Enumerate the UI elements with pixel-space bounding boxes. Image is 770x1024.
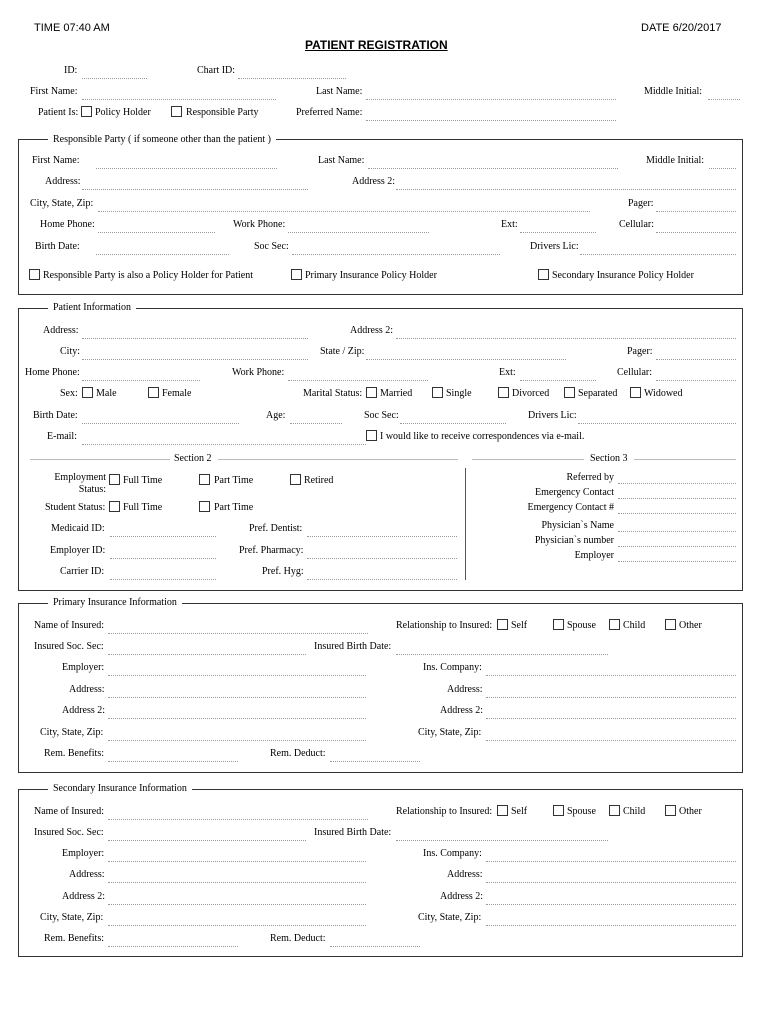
pt-state-zip-label: State / Zip: xyxy=(320,346,365,357)
pri-child-label: Child xyxy=(623,620,646,631)
pt-city-field[interactable] xyxy=(82,359,308,360)
sec-ins-address2-label: Address 2: xyxy=(440,891,484,902)
pt-widowed-checkbox[interactable] xyxy=(630,387,641,398)
physicians-number-label: Physician`s number xyxy=(534,535,614,546)
rp-secondary-label: Secondary Insurance Policy Holder xyxy=(552,270,694,281)
emp-full-time-label: Full Time xyxy=(123,475,163,486)
carrier-id-field[interactable] xyxy=(110,579,216,580)
sec-ins-address-label: Address: xyxy=(447,869,483,880)
rp-primary-label: Primary Insurance Policy Holder xyxy=(305,270,437,281)
chart-id-label: Chart ID: xyxy=(197,65,236,76)
rp-middle-initial-label: Middle Initial: xyxy=(646,155,705,166)
rp-first-name-field[interactable] xyxy=(96,168,277,169)
pt-sex-label: Sex: xyxy=(60,388,78,399)
sec-address-field[interactable] xyxy=(108,882,366,883)
pt-divorced-checkbox[interactable] xyxy=(498,387,509,398)
physicians-name-label: Physician`s Name xyxy=(541,520,614,531)
pt-cellular-label: Cellular: xyxy=(617,367,652,378)
pt-soc-sec-label: Soc Sec: xyxy=(364,410,399,421)
pri-other-label: Other xyxy=(679,620,702,631)
sec-rem-benefits-field[interactable] xyxy=(108,946,238,947)
stu-full-time-label: Full Time xyxy=(123,502,163,513)
sec-ins-address-field[interactable] xyxy=(486,882,736,883)
rp-drivers-lic-label: Drivers Lic: xyxy=(530,241,579,252)
section2-heading: Section 2 xyxy=(174,453,212,464)
pri-ins-city-state-zip-field[interactable] xyxy=(486,740,736,741)
middle-initial-field[interactable] xyxy=(708,99,740,100)
pri-address2-label: Address 2: xyxy=(62,705,106,716)
sec-self-checkbox[interactable] xyxy=(497,805,508,816)
emp-retired-label: Retired xyxy=(304,475,334,486)
first-name-field[interactable] xyxy=(82,99,276,100)
rp-cellular-field[interactable] xyxy=(656,232,736,233)
sec-rem-benefits-label: Rem. Benefits: xyxy=(44,933,104,944)
pri-ins-address2-field[interactable] xyxy=(486,718,736,719)
pri-ins-address-label: Address: xyxy=(447,684,483,695)
pri-ins-company-field[interactable] xyxy=(486,675,736,676)
responsible-party-legend: Responsible Party ( if someone other than the patient ) xyxy=(48,134,276,145)
s3-employer-field[interactable] xyxy=(618,561,736,562)
employer-id-field[interactable] xyxy=(110,558,216,559)
sec-ins-city-state-zip-field[interactable] xyxy=(486,925,736,926)
rp-address2-field[interactable] xyxy=(396,189,736,190)
pt-female-label: Female xyxy=(162,388,192,399)
pt-cellular-field[interactable] xyxy=(656,380,736,381)
last-name-label: Last Name: xyxy=(316,86,363,97)
preferred-name-field[interactable] xyxy=(366,120,616,121)
pri-name-of-insured-label: Name of Insured: xyxy=(34,620,104,631)
sec-ins-company-label: Ins. Company: xyxy=(423,848,482,859)
pt-state-zip-field[interactable] xyxy=(366,359,566,360)
section3-heading: Section 3 xyxy=(590,453,628,464)
last-name-field[interactable] xyxy=(366,99,616,100)
section-divider xyxy=(465,468,466,580)
pri-spouse-label: Spouse xyxy=(567,620,596,631)
rp-middle-initial-field[interactable] xyxy=(709,168,736,169)
pt-female-checkbox[interactable] xyxy=(148,387,159,398)
pt-email-field[interactable] xyxy=(82,444,366,445)
pt-marital-status-label: Marital Status: xyxy=(303,388,363,399)
responsible-party-label: Responsible Party xyxy=(186,107,259,118)
emergency-contact-field[interactable] xyxy=(618,498,736,499)
pri-ins-address-field[interactable] xyxy=(486,697,736,698)
rp-address2-label: Address 2: xyxy=(352,176,396,187)
sec-rem-deduct-label: Rem. Deduct: xyxy=(270,933,326,944)
pt-widowed-label: Widowed xyxy=(644,388,683,399)
secondary-insurance-legend: Secondary Insurance Information xyxy=(48,783,192,794)
pt-ext-label: Ext: xyxy=(499,367,516,378)
rp-soc-sec-label: Soc Sec: xyxy=(254,241,289,252)
rp-work-phone-label: Work Phone: xyxy=(233,219,286,230)
pt-address-label: Address: xyxy=(43,325,79,336)
pt-ext-field[interactable] xyxy=(520,380,596,381)
policy-holder-label: Policy Holder xyxy=(95,107,151,118)
sec-self-label: Self xyxy=(511,806,528,817)
stu-part-time-checkbox[interactable] xyxy=(199,501,210,512)
pt-male-checkbox[interactable] xyxy=(82,387,93,398)
physicians-name-field[interactable] xyxy=(618,531,736,532)
sec-address2-field[interactable] xyxy=(108,904,366,905)
pt-city-label: City: xyxy=(60,346,81,357)
physicians-number-field[interactable] xyxy=(618,546,736,547)
date-label: DATE 6/20/2017 xyxy=(641,22,722,34)
responsible-party-checkbox[interactable] xyxy=(171,106,182,117)
pt-email-label: E-mail: xyxy=(47,431,77,442)
sec-address-label: Address: xyxy=(69,869,105,880)
sec-ins-city-state-zip-label: City, State, Zip: xyxy=(418,912,482,923)
rp-pager-label: Pager: xyxy=(628,198,654,209)
pri-relationship-label: Relationship to Insured: xyxy=(396,620,493,631)
emp-part-time-label: Part Time xyxy=(214,475,254,486)
pri-insured-soc-sec-field[interactable] xyxy=(108,654,306,655)
rp-ext-label: Ext: xyxy=(501,219,518,230)
pri-employer-label: Employer: xyxy=(62,662,105,673)
pref-hyg-field[interactable] xyxy=(307,579,457,580)
pt-birth-date-label: Birth Date: xyxy=(33,410,78,421)
pri-rem-deduct-label: Rem. Deduct: xyxy=(270,748,326,759)
middle-initial-label: Middle Initial: xyxy=(644,86,703,97)
rp-cellular-label: Cellular: xyxy=(619,219,654,230)
pt-work-phone-field[interactable] xyxy=(288,380,428,381)
rp-last-name-field[interactable] xyxy=(368,168,618,169)
pri-self-checkbox[interactable] xyxy=(497,619,508,630)
rp-ext-field[interactable] xyxy=(520,232,596,233)
sec-rem-deduct-field[interactable] xyxy=(330,946,420,947)
rp-secondary-checkbox[interactable] xyxy=(538,269,549,280)
pri-address2-field[interactable] xyxy=(108,718,366,719)
stu-full-time-checkbox[interactable] xyxy=(109,501,120,512)
medicaid-id-field[interactable] xyxy=(110,536,216,537)
pref-hyg-label: Pref. Hyg: xyxy=(262,566,304,577)
id-field[interactable] xyxy=(82,78,147,79)
sec-other-checkbox[interactable] xyxy=(665,805,676,816)
rp-last-name-label: Last Name: xyxy=(318,155,365,166)
pt-home-phone-label: Home Phone: xyxy=(25,367,80,378)
employment-status-label-1: Employment xyxy=(54,472,106,483)
employer-id-label: Employer ID: xyxy=(50,545,106,556)
pref-pharmacy-label: Pref. Pharmacy: xyxy=(239,545,304,556)
sec-employer-label: Employer: xyxy=(62,848,105,859)
rp-also-policy-label: Responsible Party is also a Policy Holder for Patient xyxy=(43,270,253,281)
sec-insured-birth-date-label: Insured Birth Date: xyxy=(314,827,392,838)
sec-insured-soc-sec-label: Insured Soc. Sec: xyxy=(34,827,104,838)
sec-relationship-label: Relationship to Insured: xyxy=(396,806,493,817)
rp-city-state-zip-label: City, State, Zip: xyxy=(30,198,94,209)
page-title: PATIENT REGISTRATION xyxy=(305,38,448,52)
sec-child-checkbox[interactable] xyxy=(609,805,620,816)
sec-ins-company-field[interactable] xyxy=(486,861,736,862)
patient-is-label: Patient Is: xyxy=(38,107,79,118)
pri-address-field[interactable] xyxy=(108,697,366,698)
section3-rule-left xyxy=(472,459,584,460)
pt-separated-label: Separated xyxy=(578,388,618,399)
rp-soc-sec-field[interactable] xyxy=(292,254,500,255)
sec-city-state-zip-label: City, State, Zip: xyxy=(40,912,104,923)
pt-email-opt-checkbox[interactable] xyxy=(366,430,377,441)
rp-address-label: Address: xyxy=(45,176,81,187)
section3-rule-right xyxy=(634,459,736,460)
sec-ins-address2-field[interactable] xyxy=(486,904,736,905)
pt-address2-field[interactable] xyxy=(396,338,736,339)
pt-email-opt-label: I would like to receive correspondences via e-mail. xyxy=(380,431,585,442)
section2-rule-left xyxy=(30,459,170,460)
sec-name-of-insured-label: Name of Insured: xyxy=(34,806,104,817)
student-status-label: Student Status: xyxy=(45,502,106,513)
pri-self-label: Self xyxy=(511,620,528,631)
pt-home-phone-field[interactable] xyxy=(82,380,200,381)
sec-child-label: Child xyxy=(623,806,646,817)
pri-insured-birth-date-label: Insured Birth Date: xyxy=(314,641,392,652)
rp-also-policy-checkbox[interactable] xyxy=(29,269,40,280)
emergency-contact-label: Emergency Contact xyxy=(535,487,614,498)
pri-city-state-zip-label: City, State, Zip: xyxy=(40,727,104,738)
pri-insured-soc-sec-label: Insured Soc. Sec: xyxy=(34,641,104,652)
pt-married-label: Married xyxy=(380,388,413,399)
emp-part-time-checkbox[interactable] xyxy=(199,474,210,485)
carrier-id-label: Carrier ID: xyxy=(60,566,105,577)
pt-address-field[interactable] xyxy=(82,338,308,339)
pri-city-state-zip-field[interactable] xyxy=(108,740,366,741)
rp-address-field[interactable] xyxy=(82,189,308,190)
pt-married-checkbox[interactable] xyxy=(366,387,377,398)
pt-age-label: Age: xyxy=(266,410,286,421)
stu-part-time-label: Part Time xyxy=(214,502,254,513)
rp-primary-checkbox[interactable] xyxy=(291,269,302,280)
sec-spouse-checkbox[interactable] xyxy=(553,805,564,816)
sec-city-state-zip-field[interactable] xyxy=(108,925,366,926)
chart-id-field[interactable] xyxy=(238,78,346,79)
pref-dentist-field[interactable] xyxy=(307,536,457,537)
sec-insured-birth-date-field[interactable] xyxy=(396,840,608,841)
section2-rule-right xyxy=(218,459,458,460)
pt-age-field[interactable] xyxy=(290,423,342,424)
rp-first-name-label: First Name: xyxy=(32,155,80,166)
pri-ins-city-state-zip-label: City, State, Zip: xyxy=(418,727,482,738)
emergency-contact-num-label: Emergency Contact # xyxy=(527,502,614,513)
pri-rem-deduct-field[interactable] xyxy=(330,761,420,762)
emp-full-time-checkbox[interactable] xyxy=(109,474,120,485)
policy-holder-checkbox[interactable] xyxy=(81,106,92,117)
rp-pager-field[interactable] xyxy=(656,211,736,212)
pref-dentist-label: Pref. Dentist: xyxy=(249,523,303,534)
emergency-contact-num-field[interactable] xyxy=(618,513,736,514)
referred-by-label: Referred by xyxy=(566,472,614,483)
rp-drivers-lic-field[interactable] xyxy=(580,254,736,255)
sec-spouse-label: Spouse xyxy=(567,806,596,817)
rp-birth-date-field[interactable] xyxy=(96,254,229,255)
rp-city-state-zip-field[interactable] xyxy=(98,211,590,212)
pt-birth-date-field[interactable] xyxy=(82,423,239,424)
s3-employer-label: Employer xyxy=(574,550,614,561)
pt-drivers-lic-field[interactable] xyxy=(578,423,736,424)
pt-pager-field[interactable] xyxy=(656,359,736,360)
pt-address2-label: Address 2: xyxy=(350,325,394,336)
pt-male-label: Male xyxy=(96,388,117,399)
time-label: TIME 07:40 AM xyxy=(34,22,110,34)
pt-single-label: Single xyxy=(446,388,472,399)
first-name-label: First Name: xyxy=(30,86,78,97)
sec-insured-soc-sec-field[interactable] xyxy=(108,840,306,841)
medicaid-id-label: Medicaid ID: xyxy=(51,523,105,534)
pri-insured-birth-date-field[interactable] xyxy=(396,654,608,655)
pt-pager-label: Pager: xyxy=(627,346,653,357)
pri-rem-benefits-field[interactable] xyxy=(108,761,238,762)
pri-address-label: Address: xyxy=(69,684,105,695)
pt-divorced-label: Divorced xyxy=(512,388,550,399)
pri-ins-address2-label: Address 2: xyxy=(440,705,484,716)
rp-birth-date-label: Birth Date: xyxy=(35,241,80,252)
pri-child-checkbox[interactable] xyxy=(609,619,620,630)
patient-information-legend: Patient Information xyxy=(48,302,136,313)
sec-name-of-insured-field[interactable] xyxy=(108,819,368,820)
pt-single-checkbox[interactable] xyxy=(432,387,443,398)
rp-home-phone-field[interactable] xyxy=(98,232,215,233)
sec-employer-field[interactable] xyxy=(108,861,366,862)
pri-other-checkbox[interactable] xyxy=(665,619,676,630)
pt-soc-sec-field[interactable] xyxy=(400,423,506,424)
rp-work-phone-field[interactable] xyxy=(288,232,429,233)
pri-ins-company-label: Ins. Company: xyxy=(423,662,482,673)
sec-address2-label: Address 2: xyxy=(62,891,106,902)
referred-by-field[interactable] xyxy=(618,483,736,484)
primary-insurance-legend: Primary Insurance Information xyxy=(48,597,182,608)
pri-name-of-insured-field[interactable] xyxy=(108,633,368,634)
pri-employer-field[interactable] xyxy=(108,675,366,676)
preferred-name-label: Preferred Name: xyxy=(296,107,363,118)
pri-spouse-checkbox[interactable] xyxy=(553,619,564,630)
sec-other-label: Other xyxy=(679,806,702,817)
pri-rem-benefits-label: Rem. Benefits: xyxy=(44,748,104,759)
pref-pharmacy-field[interactable] xyxy=(307,558,457,559)
employment-status-label-2: Status: xyxy=(78,484,106,495)
pt-work-phone-label: Work Phone: xyxy=(232,367,285,378)
pt-separated-checkbox[interactable] xyxy=(564,387,575,398)
emp-retired-checkbox[interactable] xyxy=(290,474,301,485)
id-label: ID: xyxy=(64,65,78,76)
pt-drivers-lic-label: Drivers Lic: xyxy=(528,410,577,421)
rp-home-phone-label: Home Phone: xyxy=(40,219,95,230)
